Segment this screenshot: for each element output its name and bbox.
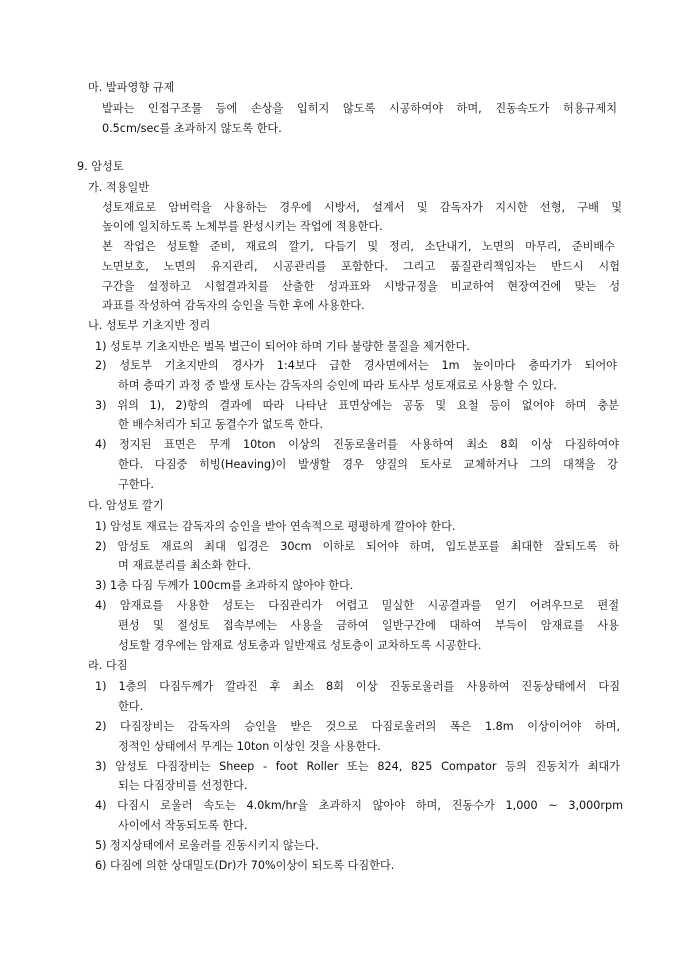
subsection-heading-foundation: 나. 성토부 기초지반 정리 <box>88 319 211 332</box>
subsection-heading-general: 가. 적용일반 <box>88 181 150 194</box>
paragraph-line: 과표를 작성하여 감독자의 승인을 득한 후에 사용한다. <box>102 299 365 312</box>
list-item: 2) 성토부 기초지반의 경사가 1:4보다 급한 경사면에서는 1m 높이마다 층따기가 되어야 <box>95 359 617 372</box>
list-item: 1) 1층의 다짐두께가 깔라진 후 최소 8회 이상 진동로울러를 사용하여 진동상태에서 다짐 <box>95 680 620 693</box>
paragraph-line: 발파는 인접구조물 등에 손상을 입히지 않도록 시공하여야 하며, 진동속도가 허용규제치 <box>102 102 617 115</box>
list-item-continuation: 편성 및 절성토 접속부에는 사용을 금하여 일반구간에 대하여 부득이 암재료를 사용 <box>118 619 619 632</box>
paragraph-line: 구간을 설정하고 시험결과치를 산출한 성과표와 시방규정을 비교하여 현장여건에 맞는 성 <box>102 280 620 293</box>
list-item-continuation: 성토할 경우에는 암재료 성토층과 일반재료 성토층이 교차하도록 시공한다. <box>118 639 482 652</box>
paragraph-line: 성토재료로 암버럭을 사용하는 경우에 시방서, 설계서 및 감독자가 지시한 선형, 구배 및 <box>102 201 622 214</box>
subsection-heading-spreading: 다. 암성토 깔기 <box>88 499 164 512</box>
list-item-continuation: 구한다. <box>118 478 154 491</box>
section-heading-blast-control: 마. 발파영향 규제 <box>88 81 175 94</box>
list-item: 3) 암성토 다짐장비는 Sheep - foot Roller 또는 824, 825 Compator 등의 진동치가 최대가 <box>95 760 620 773</box>
list-item-continuation: 되는 다짐장비를 선정한다. <box>118 779 248 792</box>
paragraph-line: 0.5cm/sec를 초과하지 않도록 한다. <box>102 122 282 135</box>
list-item-continuation: 사이에서 작동되도록 한다. <box>118 819 248 832</box>
list-item-continuation: 며 재료분리를 최소화 한다. <box>118 559 252 572</box>
list-item: 4) 암재료를 사용한 성토는 다짐관리가 어렵고 밀실한 시공결과를 얻기 어려우므로 편절 <box>95 599 619 612</box>
chapter-heading-rock-fill: 9. 암성토 <box>77 160 124 173</box>
paragraph-line: 노면보호, 노면의 유지관리, 시공관리를 포함한다. 그리고 품질관리책임자는 반드시 시험 <box>102 260 620 273</box>
list-item-continuation: 한다. <box>118 700 144 713</box>
list-item: 3) 1층 다짐 두께가 100cm를 초과하지 않아야 한다. <box>95 579 354 592</box>
list-item: 1) 성토부 기초지반은 벌목 벌근이 되어야 하며 기타 불량한 물질을 제거한다. <box>95 340 470 353</box>
list-item: 5) 정지상태에서 로울러를 진동시키지 않는다. <box>95 839 319 852</box>
list-item: 3) 위의 1), 2)항의 결과에 따라 나타난 표면상에는 공동 및 요철 등이 없어야 하며 충분 <box>95 399 619 412</box>
list-item-continuation: 하며 층따기 과정 중 발생 토사는 감독자의 승인에 따라 토사부 성토재료로 사용할 수 있다. <box>118 379 557 392</box>
list-item: 4) 다짐시 로울러 속도는 4.0km/hr을 초과하지 않아야 하며, 진동수가 1,000 ~ 3,000rpm <box>95 799 623 812</box>
list-item-continuation: 한다. 다짐중 히빙(Heaving)이 발생할 경우 양질의 토사로 교체하거나 그의 대책을 강 <box>118 458 618 471</box>
list-item: 2) 다짐장비는 감독자의 승인을 받은 것으로 다짐로울러의 폭은 1.8m 이상이어야 하며, <box>95 720 620 733</box>
list-item-continuation: 한 배수처리가 되고 동결수가 없도록 한다. <box>118 418 324 431</box>
subsection-heading-compaction: 라. 다짐 <box>88 659 128 672</box>
list-item: 4) 정지된 표면은 무게 10ton 이상의 진동로울러를 사용하여 최소 8회 이상 다짐하여야 <box>95 438 619 451</box>
paragraph-line: 높이에 일치하도록 노체부를 완성시키는 작업에 적용한다. <box>102 220 383 233</box>
list-item-continuation: 정적인 상태에서 무게는 10ton 이상인 것을 사용한다. <box>118 740 381 753</box>
paragraph-line: 본 작업은 성토할 준비, 재료의 깔기, 다듬기 및 정리, 소단내기, 노면의 마무리, 준비배수 <box>102 240 615 253</box>
list-item: 6) 다짐에 의한 상대밀도(Dr)가 70%이상이 되도록 다짐한다. <box>95 859 395 872</box>
list-item: 2) 암성토 재료의 최대 입경은 30cm 이하로 되어야 하며, 입도분포를 최대한 잘되도록 하 <box>95 540 619 553</box>
list-item: 1) 암성토 재료는 감독자의 승인을 받아 연속적으로 평평하게 깔아야 한다. <box>95 520 456 533</box>
